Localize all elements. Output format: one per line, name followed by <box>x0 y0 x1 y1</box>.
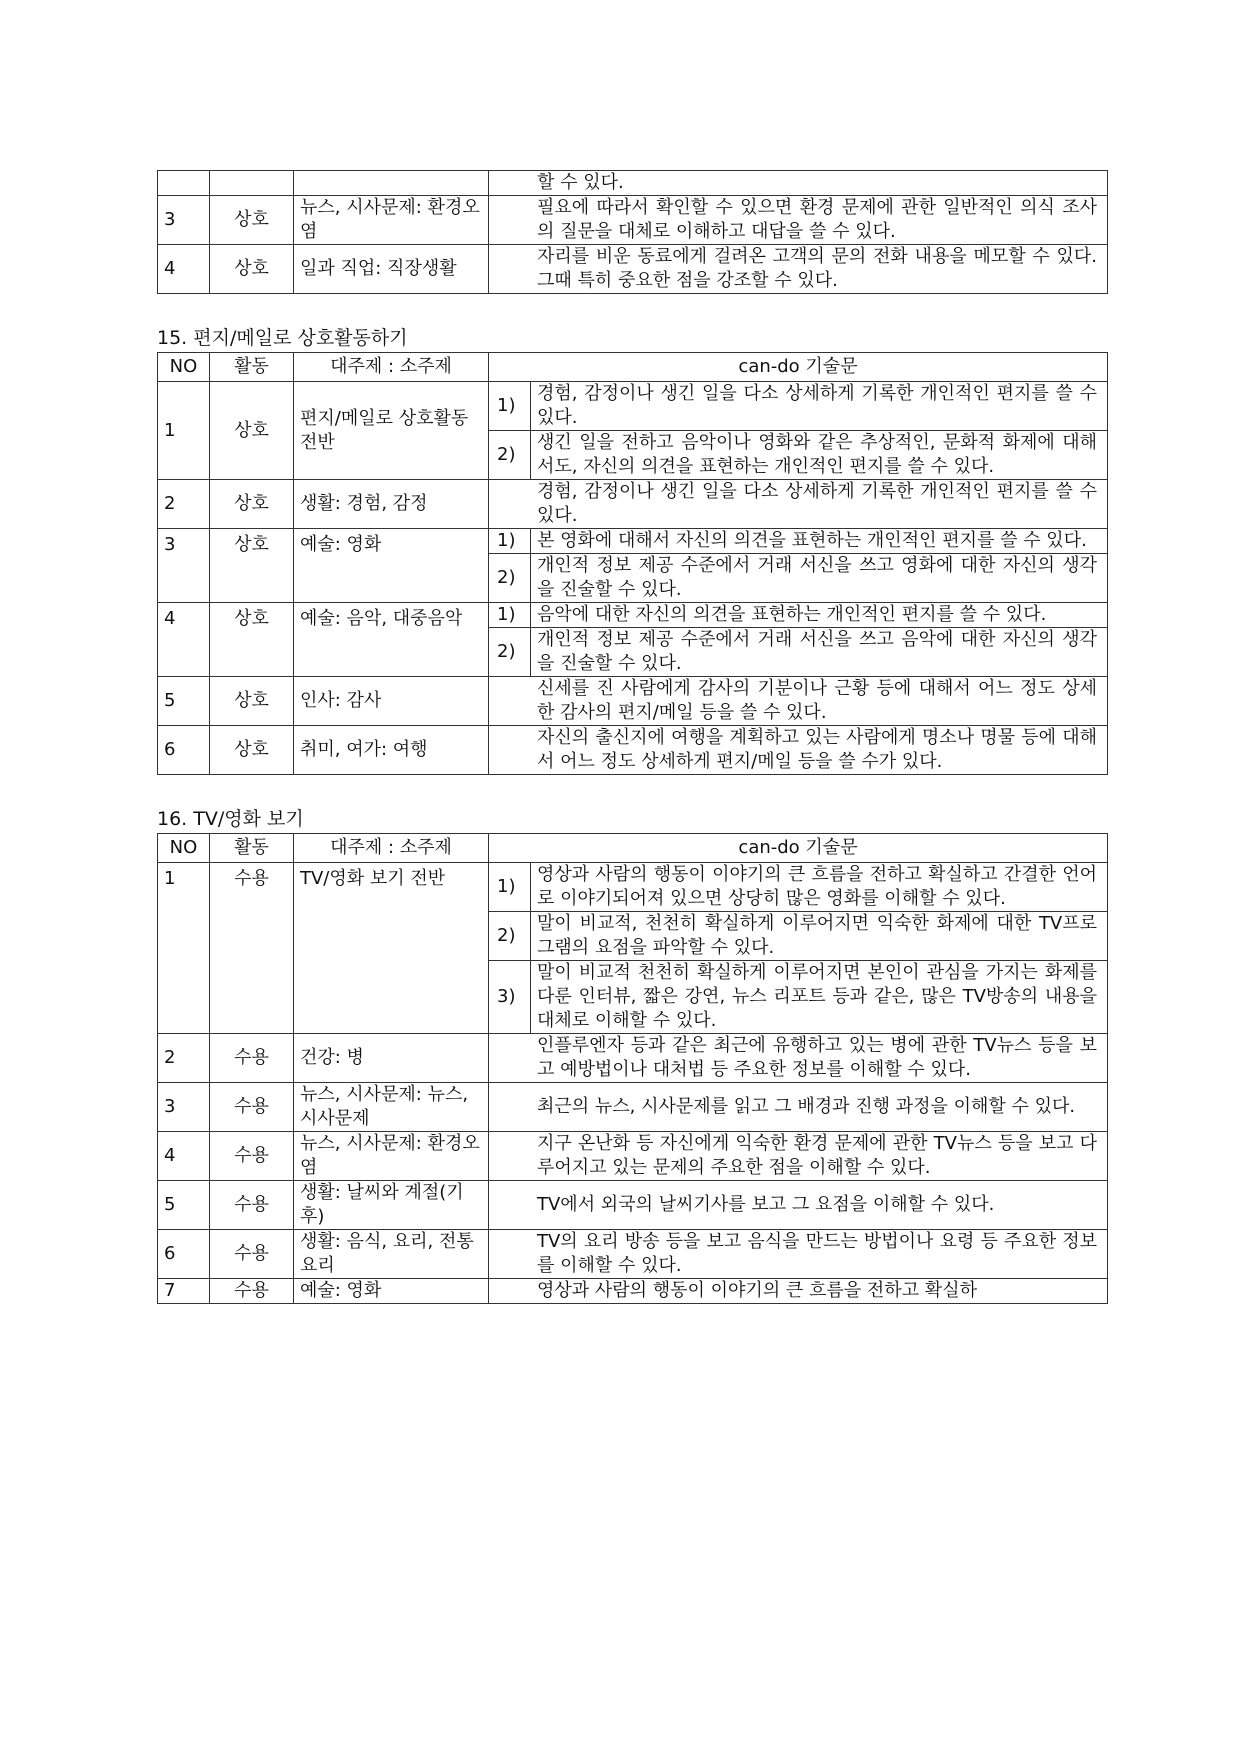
table-row <box>158 1230 1108 1279</box>
table-row <box>158 529 1108 554</box>
cell-activity: 수용 <box>210 1181 294 1230</box>
cell-topic: 건강: 병 <box>294 1034 489 1083</box>
cell-no: 2 <box>158 480 210 529</box>
cell-no: 3 <box>158 529 210 603</box>
cell-cando: 개인적 정보 제공 수준에서 거래 서신을 쓰고 영화에 대한 자신의 생각을 진술할 수 있다. <box>531 554 1108 603</box>
document-page <box>157 170 1108 1304</box>
table-row <box>158 863 1108 912</box>
cell-topic: 뉴스, 시사문제: 뉴스, 시사문제 <box>294 1083 489 1132</box>
table-row <box>158 726 1108 775</box>
cell-no: 4 <box>158 1132 210 1181</box>
cell-topic: TV/영화 보기 전반 <box>294 863 489 1034</box>
table-row <box>158 1034 1108 1083</box>
cell-activity: 상호 <box>210 245 294 294</box>
cell-no: 1 <box>158 863 210 1034</box>
cell-cando: TV에서 외국의 날씨기사를 보고 그 요점을 이해할 수 있다. <box>489 1181 1108 1230</box>
cell-topic: 일과 직업: 직장생활 <box>294 245 489 294</box>
cell-no: 3 <box>158 1083 210 1132</box>
continuation-table <box>157 170 1108 294</box>
cell-topic: 인사: 감사 <box>294 677 489 726</box>
cell-activity: 수용 <box>210 863 294 1034</box>
cell-activity: 수용 <box>210 1279 294 1304</box>
cell-cando: 영상과 사람의 행동이 이야기의 큰 흐름을 전하고 확실하 <box>489 1279 1108 1304</box>
cell-activity: 상호 <box>210 529 294 603</box>
cell-item-number: 1) <box>489 863 531 912</box>
cell-no: 2 <box>158 1034 210 1083</box>
table-row <box>158 480 1108 529</box>
cell-topic: 뉴스, 시사문제: 환경오염 <box>294 1132 489 1181</box>
cell-activity: 수용 <box>210 1083 294 1132</box>
table-row <box>158 603 1108 628</box>
cell-cando: 말이 비교적, 천천히 확실하게 이루어지면 익숙한 화제에 대한 TV프로그램의 요점을 파악할 수 있다. <box>531 912 1108 961</box>
cell-cando: 지구 온난화 등 자신에게 익숙한 환경 문제에 관한 TV뉴스 등을 보고 다루어지고 있는 문제의 주요한 점을 이해할 수 있다. <box>489 1132 1108 1181</box>
cell-topic: 생활: 날씨와 계절(기후) <box>294 1181 489 1230</box>
cell-cando: 자신의 출신지에 여행을 계획하고 있는 사람에게 명소나 명물 등에 대해서 어느 정도 상세하게 편지/메일 등을 쓸 수가 있다. <box>489 726 1108 775</box>
header-no: NO <box>158 834 210 863</box>
cell-cando: 경험, 감정이나 생긴 일을 다소 상세하게 기록한 개인적인 편지를 쓸 수 있다. <box>531 382 1108 431</box>
cell-activity: 상호 <box>210 480 294 529</box>
cell-cando: 영상과 사람의 행동이 이야기의 큰 흐름을 전하고 확실하고 간결한 언어로 이야기되어져 있으면 상당히 많은 영화를 이해할 수 있다. <box>531 863 1108 912</box>
cell-activity: 수용 <box>210 1034 294 1083</box>
cell-item-number: 1) <box>489 382 531 431</box>
cell-item-number: 2) <box>489 912 531 961</box>
section-16-title: 16. TV/영화 보기 <box>157 808 304 830</box>
cell-activity <box>210 171 294 196</box>
cell-no: 3 <box>158 196 210 245</box>
cell-activity: 상호 <box>210 726 294 775</box>
header-topic: 대주제 : 소주제 <box>294 353 489 382</box>
cell-item-number: 1) <box>489 529 531 554</box>
cell-item-number: 1) <box>489 603 531 628</box>
cell-activity: 수용 <box>210 1132 294 1181</box>
cell-no: 7 <box>158 1279 210 1304</box>
cell-topic: 생활: 경험, 감정 <box>294 480 489 529</box>
table-row <box>158 1132 1108 1181</box>
header-no: NO <box>158 353 210 382</box>
cell-cando: 개인적 정보 제공 수준에서 거래 서신을 쓰고 음악에 대한 자신의 생각을 진술할 수 있다. <box>531 628 1108 677</box>
cell-topic: 편지/메일로 상호활동 전반 <box>294 382 489 480</box>
header-topic: 대주제 : 소주제 <box>294 834 489 863</box>
cell-no: 6 <box>158 1230 210 1279</box>
header-activity: 활동 <box>210 353 294 382</box>
cell-activity: 수용 <box>210 1230 294 1279</box>
cell-topic: 뉴스, 시사문제: 환경오염 <box>294 196 489 245</box>
cell-item-number: 2) <box>489 554 531 603</box>
section-16-table <box>157 833 1108 1304</box>
cell-no: 4 <box>158 245 210 294</box>
table-row <box>158 382 1108 431</box>
cell-activity: 상호 <box>210 196 294 245</box>
table-row <box>158 1181 1108 1230</box>
cell-cando: 경험, 감정이나 생긴 일을 다소 상세하게 기록한 개인적인 편지를 쓸 수 있다. <box>489 480 1108 529</box>
cell-topic: 예술: 음악, 대중음악 <box>294 603 489 677</box>
cell-cando: 말이 비교적 천천히 확실하게 이루어지면 본인이 관심을 가지는 화제를 다룬 인터뷰, 짧은 강연, 뉴스 리포트 등과 같은, 많은 TV방송의 내용을 대체로 이해할 수 있다. <box>531 961 1108 1034</box>
table-row <box>158 677 1108 726</box>
cell-no: 4 <box>158 603 210 677</box>
cell-cando: 인플루엔자 등과 같은 최근에 유행하고 있는 병에 관한 TV뉴스 등을 보고 예방법이나 대처법 등 주요한 정보를 이해할 수 있다. <box>489 1034 1108 1083</box>
cell-item-number: 2) <box>489 628 531 677</box>
cell-no: 5 <box>158 1181 210 1230</box>
cell-topic: 생활: 음식, 요리, 전통요리 <box>294 1230 489 1279</box>
cell-no <box>158 171 210 196</box>
cell-topic <box>294 171 489 196</box>
cell-no: 6 <box>158 726 210 775</box>
cell-cando: 할 수 있다. <box>489 171 1108 196</box>
cell-no: 5 <box>158 677 210 726</box>
table-row <box>158 1279 1108 1304</box>
cell-cando: 본 영화에 대해서 자신의 의견을 표현하는 개인적인 편지를 쓸 수 있다. <box>531 529 1108 554</box>
cell-activity: 상호 <box>210 382 294 480</box>
cell-cando: 신세를 진 사람에게 감사의 기분이나 근황 등에 대해서 어느 정도 상세한 감사의 편지/메일 등을 쓸 수 있다. <box>489 677 1108 726</box>
section-15-title: 15. 편지/메일로 상호활동하기 <box>157 327 408 349</box>
table-header-row <box>158 353 1108 382</box>
cell-item-number: 2) <box>489 431 531 480</box>
cell-no: 1 <box>158 382 210 480</box>
cell-cando: 필요에 따라서 확인할 수 있으면 환경 문제에 관한 일반적인 의식 조사의 질문을 대체로 이해하고 대답을 쓸 수 있다. <box>489 196 1108 245</box>
cell-cando: 음악에 대한 자신의 의견을 표현하는 개인적인 편지를 쓸 수 있다. <box>531 603 1108 628</box>
section-15-table <box>157 352 1108 775</box>
cell-topic: 예술: 영화 <box>294 1279 489 1304</box>
cell-cando: 최근의 뉴스, 시사문제를 읽고 그 배경과 진행 과정을 이해할 수 있다. <box>489 1083 1108 1132</box>
cell-cando: TV의 요리 방송 등을 보고 음식을 만드는 방법이나 요령 등 주요한 정보를 이해할 수 있다. <box>489 1230 1108 1279</box>
cell-topic: 취미, 여가: 여행 <box>294 726 489 775</box>
cell-cando: 자리를 비운 동료에게 걸려온 고객의 문의 전화 내용을 메모할 수 있다. 그때 특히 중요한 점을 강조할 수 있다. <box>489 245 1108 294</box>
cell-item-number: 3) <box>489 961 531 1034</box>
cell-activity: 상호 <box>210 603 294 677</box>
table-row <box>158 196 1108 245</box>
header-cando: can-do 기술문 <box>489 834 1108 863</box>
table-header-row <box>158 834 1108 863</box>
table-row <box>158 245 1108 294</box>
cell-topic: 예술: 영화 <box>294 529 489 603</box>
header-activity: 활동 <box>210 834 294 863</box>
cell-activity: 상호 <box>210 677 294 726</box>
table-row <box>158 1083 1108 1132</box>
table-row <box>158 171 1108 196</box>
header-cando: can-do 기술문 <box>489 353 1108 382</box>
cell-cando: 생긴 일을 전하고 음악이나 영화와 같은 추상적인, 문화적 화제에 대해서도, 자신의 의견을 표현하는 개인적인 편지를 쓸 수 있다. <box>531 431 1108 480</box>
